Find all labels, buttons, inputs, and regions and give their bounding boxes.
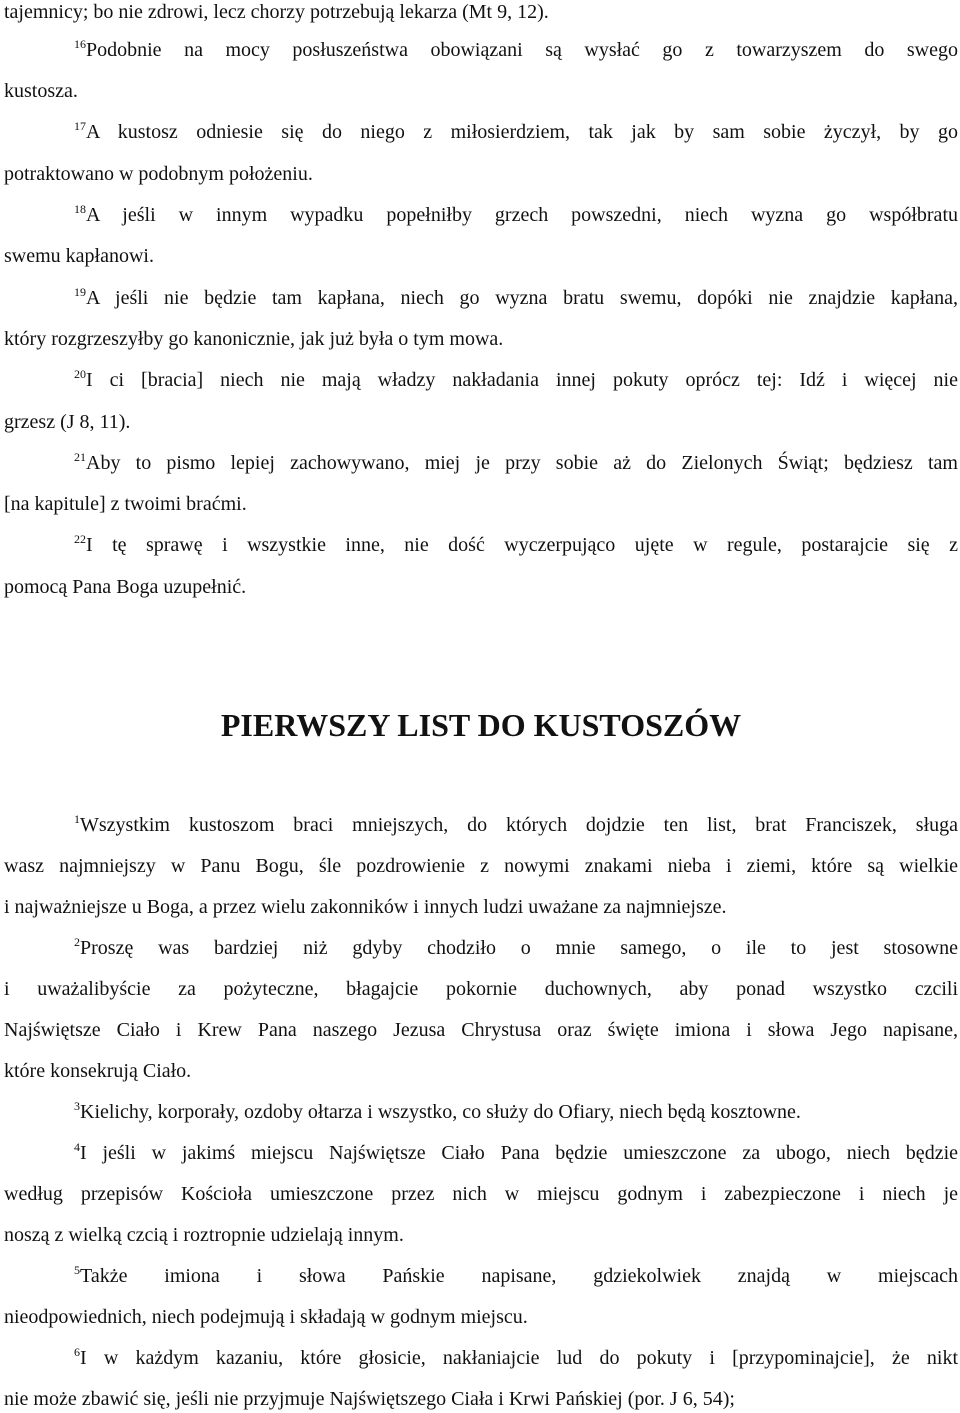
verse-number: 18 <box>74 202 86 216</box>
verse-22-line-1: $^{22}$I tę sprawę i wszystkie inne, nie dość wyczerpująco ujęte w regule, postarajcie się z <box>74 532 958 556</box>
verse-4-line-3: noszą z wielką czcią i roztropnie udzielają innym. <box>4 1224 404 1246</box>
verse-2-line-1: $^2$Proszę was bardziej niż gdyby chodziło o mnie samego, o ile to jest stosowne <box>74 935 958 959</box>
verse-number: 20 <box>74 367 86 381</box>
verse-16-line-2: kustosza. <box>4 80 78 102</box>
verse-5-line-2: nieodpowiednich, niech podejmują i składają w godnym miejscu. <box>4 1306 528 1328</box>
verse-1-line-2: wasz najmniejszy w Panu Bogu, śle pozdrowienie z nowymi znakami nieba i ziemi, które są wielkie <box>4 855 958 877</box>
verse-1-line-1: $^1$Wszystkim kustoszom braci mniejszych, do których dojdzie ten list, brat Franciszek, sługa <box>74 812 958 836</box>
text-line: tajemnicy; bo nie zdrowi, lecz chorzy potrzebują lekarza (Mt 9, 12). <box>4 1 549 23</box>
verse-number: 5 <box>74 1263 80 1277</box>
verse-number: 1 <box>74 812 80 826</box>
verse-2-line-3: Najświętsze Ciało i Krew Pana naszego Jezusa Chrystusa oraz święte imiona i słowa Jego napisane, <box>4 1019 958 1041</box>
verse-1-line-3: i najważniejsze u Boga, a przez wielu zakonników i innych ludzi uważane za najmniejsze. <box>4 896 727 918</box>
verse-number: 6 <box>74 1345 80 1359</box>
verse-number: 16 <box>74 37 86 51</box>
verse-4-line-1: $^4$I jeśli w jakimś miejscu Najświętsze Ciało Pana będzie umieszczone za ubogo, niech będzie <box>74 1140 958 1164</box>
verse-16-line-1: $^{16}$Podobnie na mocy posłuszeństwa obowiązani są wysłać go z towarzyszem do swego <box>74 37 958 61</box>
verse-21-line-1: $^{21}$Aby to pismo lepiej zachowywano, miej je przy sobie aż do Zielonych Świąt; będziesz tam <box>74 450 958 474</box>
verse-18-line-2: swemu kapłanowi. <box>4 245 154 267</box>
verse-21-line-2: [na kapitule] z twoimi braćmi. <box>4 493 247 515</box>
verse-19-line-1: $^{19}$A jeśli nie będzie tam kapłana, niech go wyzna bratu swemu, dopóki nie znajdzie kapłana, <box>74 285 958 309</box>
verse-19-line-2: który rozgrzeszyłby go kanonicznie, jak już była o tym mowa. <box>4 328 504 350</box>
verse-22-line-2: pomocą Pana Boga uzupełnić. <box>4 576 247 598</box>
verse-20-line-1: $^{20}$I ci [bracia] niech nie mają władzy nakładania innej pokuty oprócz tej: Idź i więcej nie <box>74 367 958 391</box>
verse-number: 21 <box>74 450 86 464</box>
verse-number: 19 <box>74 285 86 299</box>
verse-2-line-2: i uważalibyście za pożyteczne, błagajcie pokornie duchownych, aby ponad wszystko czcili <box>4 978 958 1000</box>
verse-5-line-1: $^5$Także imiona i słowa Pańskie napisane, gdziekolwiek znajdą w miejscach <box>74 1263 958 1287</box>
verse-6-line-2: nie może zbawić się, jeśli nie przyjmuje Najświętszego Ciała i Krwi Pańskiej (por. J 6, 54); <box>4 1388 735 1410</box>
verse-4-line-2: według przepisów Kościoła umieszczone przez nich w miejscu godnym i zabezpieczone i niech je <box>4 1183 958 1205</box>
verse-number: 3 <box>74 1099 80 1113</box>
verse-number: 17 <box>74 119 86 133</box>
verse-17-line-2: potraktowano w podobnym położeniu. <box>4 163 313 185</box>
verse-number: 22 <box>74 532 86 546</box>
verse-20-line-2: grzesz (J 8, 11). <box>4 411 131 433</box>
verse-17-line-1: $^{17}$A kustosz odniesie się do niego z miłosierdziem, tak jak by sam sobie życzył, by go <box>74 119 958 143</box>
verse-6-line-1: $^6$I w każdym kazaniu, które głosicie, nakłaniajcie lud do pokuty i [przypominajcie], że nikt <box>74 1345 958 1369</box>
verse-number: 4 <box>74 1140 80 1154</box>
verse-2-line-4: które konsekrują Ciało. <box>4 1060 192 1082</box>
verse-18-line-1: $^{18}$A jeśli w innym wypadku popełniłby grzech powszedni, niech wyzna go współbratu <box>74 202 958 226</box>
verse-3-line-1: $^3$Kielichy, korporały, ozdoby ołtarza i wszystko, co służy do Ofiary, niech będą kosztowne. <box>74 1099 801 1123</box>
verse-number: 2 <box>74 935 80 949</box>
section-title: PIERWSZY LIST DO KUSTOSZÓW <box>220 707 742 743</box>
